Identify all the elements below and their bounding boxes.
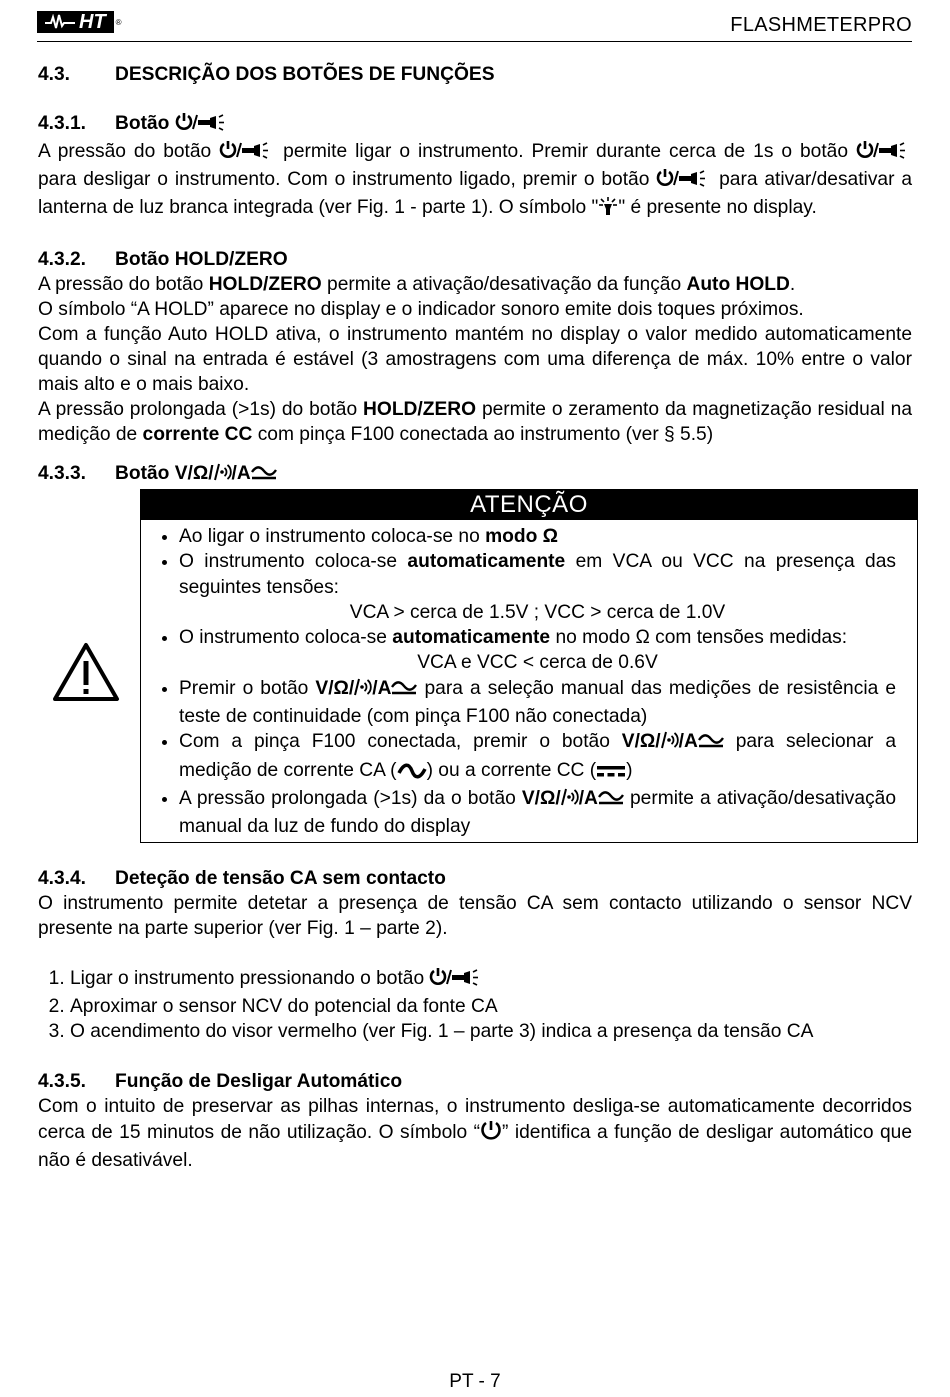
header-rule	[37, 41, 912, 42]
ncv-step: 3. O acendimento do visor vermelho (ver Fig. 1 – parte 3) indica a presença da tensão CA	[70, 1019, 912, 1044]
section-4-3-3-heading: 4.3.3. Botão V/Ω/ /A	[38, 461, 912, 489]
header-title: FLASHMETERPRO	[730, 14, 912, 36]
buzzer-icon	[561, 787, 579, 814]
section-4-3-2-text-2: O símbolo “A HOLD” aparece no display e o indicador sonoro emite dois toques próximos.	[38, 299, 804, 320]
page-number: PT - 7	[449, 1371, 501, 1392]
ncv-steps-list	[38, 966, 912, 1044]
attention-item: • O instrumento coloca-se automaticamente em VCA ou VCC na presença das seguintes tensões: VCA > cerca de 1.5V ; VCC > cerca de 1.0V	[179, 549, 896, 625]
section-4-3-2-heading: 4.3.2. Botão HOLD/ZERO	[38, 249, 288, 270]
ac-dc-icon	[391, 679, 417, 704]
section-4-3-1-text: A pressão do botão permite ligar o instrumento. Premir durante cerca de 1s o botão para desligar o instrumento. Com o instrumento ligado, premir o botão para ativar/desativar a lanterna de luz branca integrada (ver Fig. 1 - parte 1). O símbolo " " é presente no display.	[38, 139, 912, 223]
power-torch-icon	[219, 140, 275, 167]
buzzer-icon	[214, 462, 232, 489]
power-torch-icon	[429, 967, 485, 994]
logo-text: HT	[79, 11, 106, 33]
section-4-3-2-text-1: A pressão do botão HOLD/ZERO permite a ativação/desativação da função Auto HOLD.	[38, 274, 796, 295]
ncv-step: 2. Aproximar o sensor NCV do potencial da fonte CA	[70, 994, 912, 1019]
ac-dc-icon	[598, 789, 624, 814]
section-4-3-4-text: O instrumento permite detetar a presença de tensão CA sem contacto utilizando o sensor NCV presente na parte superior (ver Fig. 1 – parte 2).	[38, 892, 912, 939]
brand-logo: HT ®	[37, 10, 122, 34]
dc-icon	[596, 761, 626, 786]
section-4-3-1-heading: 4.3.1. Botão	[38, 111, 912, 139]
power-torch-icon	[175, 112, 231, 139]
attention-list	[151, 524, 896, 840]
buzzer-icon	[354, 677, 372, 704]
content	[38, 62, 912, 1173]
flashlight-icon	[598, 196, 618, 223]
section-4-3-2-text-3: Com a função Auto HOLD ativa, o instrumento mantém no display o valor medido automaticamente quando o sinal na entrada é estável (3 amostragens com uma diferença de máx. 10% entre o valor mais alto e o mais baixo.	[38, 324, 912, 395]
ncv-step: 1. Ligar o instrumento pressionando o botão	[70, 966, 912, 994]
section-4-3-4-heading: 4.3.4. Deteção de tensão CA sem contacto	[38, 867, 446, 889]
power-torch-icon	[656, 168, 712, 195]
auto-off-icon	[480, 1119, 502, 1148]
attention-item: • Ao ligar o instrumento coloca-se no modo Ω	[179, 524, 896, 549]
attention-title: ATENÇÃO	[140, 489, 918, 520]
attention-box	[140, 520, 918, 843]
logo-pulse-icon	[45, 14, 75, 30]
section-4-3-2-text-4: A pressão prolongada (>1s) do botão HOLD/ZERO permite o zeramento da magnetização residual na medição de corrente CC com pinça F100 conectada ao instrumento (ver § 5.5)	[38, 399, 912, 445]
section-4-3-5-heading: 4.3.5. Função de Desligar Automático	[38, 1070, 403, 1092]
ac-dc-icon	[698, 732, 724, 757]
warning-icon	[52, 642, 120, 709]
attention-item: • Com a pinça F100 conectada, premir o botão V/Ω/ /A para selecionar a medição de corrente CA ( ) ou a corrente CC ( )	[179, 729, 896, 786]
ac-dc-icon	[251, 464, 277, 489]
attention-item: • O instrumento coloca-se automaticamente no modo Ω com tensões medidas: VCA e VCC < cerca de 0.6V	[179, 625, 896, 676]
attention-block	[140, 489, 918, 843]
buzzer-icon	[661, 730, 679, 757]
section-4-3-heading: 4.3. DESCRIÇÃO DOS BOTÕES DE FUNÇÕES	[38, 64, 495, 85]
attention-item: • A pressão prolongada (>1s) da o botão V/Ω/ /A permite a ativação/desativação manual da luz de fundo do display	[179, 786, 896, 840]
power-torch-icon	[856, 140, 912, 167]
ac-wave-icon	[397, 761, 427, 786]
attention-item: • Premir o botão V/Ω/ /A para a seleção manual das medições de resistência e teste de continuidade (com pinça F100 não conectada)	[179, 676, 896, 730]
section-4-3-5-text: Com o intuito de preservar as pilhas internas, o instrumento desliga-se automaticamente decorridos cerca de 15 minutos de não utilização. O símbolo “ ” identifica a função de desligar automático que não é desativável.	[38, 1095, 912, 1171]
